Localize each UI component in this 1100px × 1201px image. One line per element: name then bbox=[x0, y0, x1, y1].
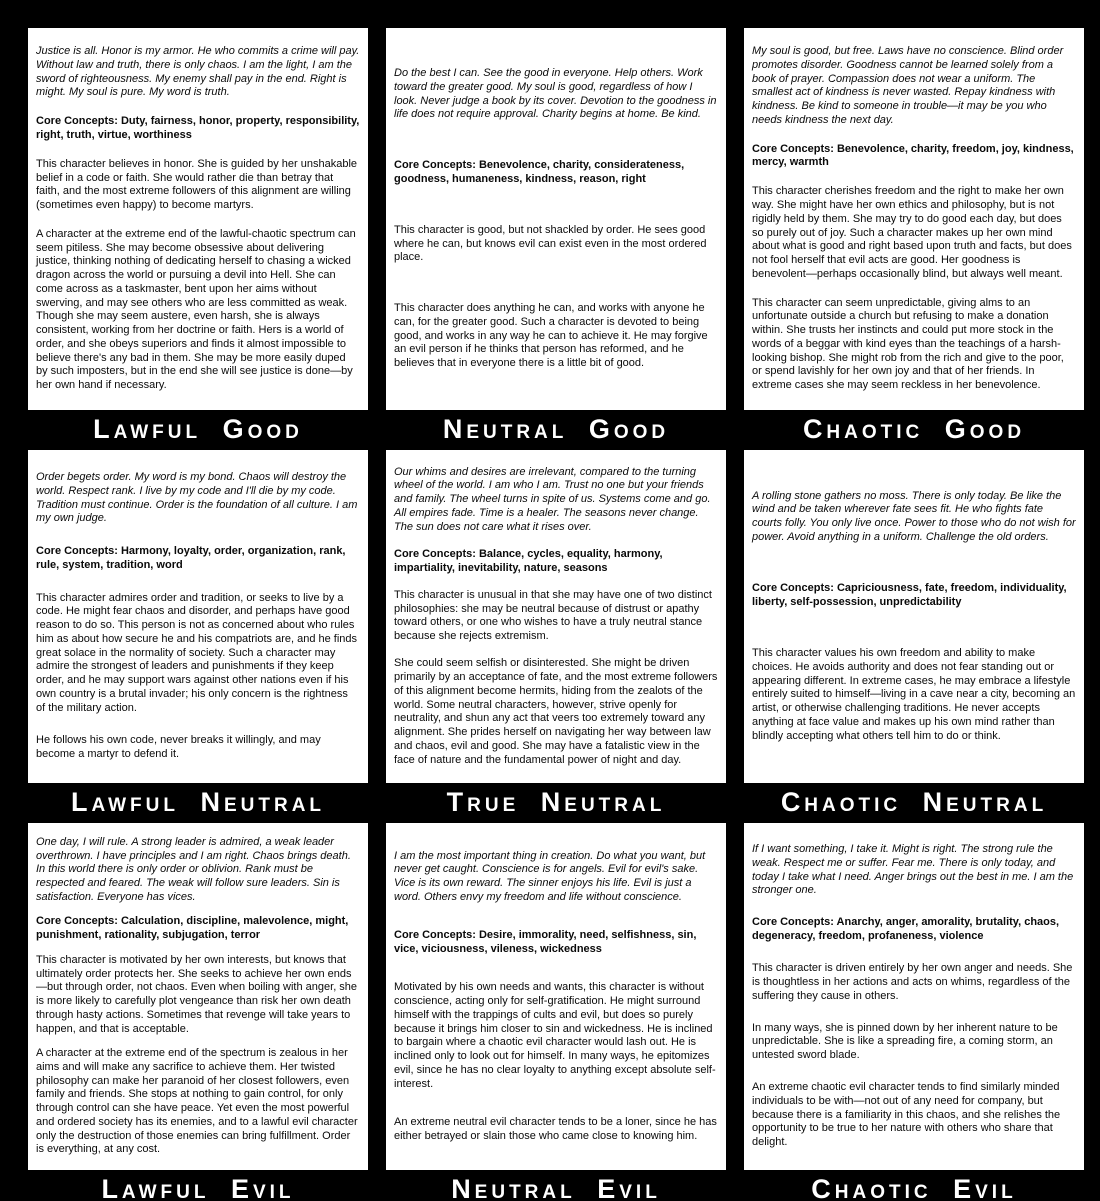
lawful-neutral-quote: Order begets order. My word is my bond. Chaos will destroy the world. Respect rank. I live by my code and I'll die by my code. Tradition must continue. Order is the foundation of all culture. I am my own judge. bbox=[36, 471, 358, 525]
banner-neutral-good: Neutral Good bbox=[386, 412, 726, 447]
lawful-evil-paragraph: A character at the extreme end of the spectrum is zealous in her aims and will make any sacrifice to achieve them. Her twisted philosophy can make her paranoid of her closest followers, even family and friends. She stops at nothing to gain control, for only through control can she have peace. Yet even the most powerful and ordered society has its enemies, and to a lawful evil character only the destruction of those enemies can bring fulfillment. Order is everything, at any cost. bbox=[36, 1047, 358, 1156]
neutral-good-paragraph: This character does anything he can, and works with anyone he can, for the greater good. Such a character is devoted to being good, and works in any way he can to achieve it. He may forgive an evil person if he thinks that person has reformed, and he believes that in everyone there is a little bit of good. bbox=[394, 302, 708, 370]
row-neutral bbox=[28, 450, 1084, 820]
banner-neutral-evil: Neutral Evil bbox=[386, 1172, 726, 1201]
banner-chaotic-good: Chaotic Good bbox=[744, 412, 1084, 447]
row-neutral-banners bbox=[28, 785, 1084, 820]
chaotic-evil-paragraph: An extreme chaotic evil character tends to find similarly minded individuals to be with—not out of any need for company, but because there is a familiarity in this chaos, and she relishes the opportunity to be true to her nature with others who share that delight. bbox=[752, 1081, 1061, 1149]
lawful-evil-core-concepts: Core Concepts: Calculation, discipline, malevolence, might, punishment, rationality, subjugation, terror bbox=[36, 915, 349, 942]
true-neutral-paragraph: She could seem selfish or disinterested. She might be driven primarily by an acceptance of fate, and the most extreme followers of this alignment become hermits, hiding from the zealots of the world. Some neutral characters, however, strive openly for neutrality, and shun any act that veers too extremely toward any alignment. She prides herself on navigating her way between law and chaos, evil and good. She may have a fatalistic view in the face of nature and the fundamental power of night and day. bbox=[394, 657, 718, 766]
cell-true-neutral bbox=[386, 450, 726, 783]
chaotic-evil-paragraph: In many ways, she is pinned down by her inherent nature to be unpredictable. She is like a spreading fire, a coming storm, an untested sword blade. bbox=[752, 1021, 1058, 1062]
chaotic-neutral-paragraph: This character values his own freedom and ability to make choices. He avoids authority and does not fear standing out or appearing different. In extreme cases, he may embrace a lifestyle entirely suited to himself—living in a cave near a city, becoming an artist, or otherwise challenging traditions. He never accepts anything at face value and makes up his own mind rather than blindly accepting what others tell him to do or think. bbox=[752, 647, 1076, 742]
chaotic-evil-core-concepts: Core Concepts: Anarchy, anger, amorality, brutality, chaos, degeneracy, freedom, profaneness, violence bbox=[752, 916, 1060, 943]
neutral-good-quote: Do the best I can. See the good in everyone. Help others. Work toward the greater good. My soul is good, regardless of how I look. Never judge a book by its cover. Devotion to the goodness in life does not require approval. Charity begins at home. Be kind. bbox=[394, 67, 717, 121]
banner-lawful-neutral: Lawful Neutral bbox=[28, 785, 368, 820]
cell-lawful-neutral bbox=[28, 450, 368, 783]
row-evil bbox=[28, 823, 1084, 1201]
chaotic-good-core-concepts: Core Concepts: Benevolence, charity, freedom, joy, kindness, mercy, warmth bbox=[752, 142, 1074, 169]
cell-chaotic-good bbox=[744, 28, 1084, 410]
chaotic-good-quote: My soul is good, but free. Laws have no conscience. Blind order promotes disorder. Goodness cannot be learned solely from a book of prayer. Compassion does not wear a uniform. The smallest act of kindness is never wasted. Repay kindness with kindness. Be kind to someone in trouble—it may be you who needs kindness the next day. bbox=[752, 45, 1064, 126]
row-good bbox=[28, 28, 1084, 447]
cell-chaotic-neutral bbox=[744, 450, 1084, 783]
cell-lawful-evil bbox=[28, 823, 368, 1170]
cell-neutral-good bbox=[386, 28, 726, 410]
chaotic-good-paragraph: This character can seem unpredictable, giving alms to an unfortunate outside a church but refusing to make a donation within. She trusts her instincts and could put more stock in the words of a beggar with kind eyes than the teachings of a harsh-looking bishop. She might rob from the rich and give to the poor, or spend lavishly for her own joy and that of her friends. In extreme cases she may seem reckless in her benevolence. bbox=[752, 296, 1064, 392]
banner-true-neutral: True Neutral bbox=[386, 785, 726, 820]
lawful-neutral-core-concepts: Core Concepts: Harmony, loyalty, order, organization, rank, rule, system, tradition, word bbox=[36, 545, 346, 571]
lawful-evil-paragraph: This character is motivated by her own interests, but knows that ultimately order protects her. She seeks to achieve her own ends—but through order, not chaos. Even when boiling with anger, she is more likely to carefully plot vengeance than risk her own death through hasty actions. Sometimes that revenge will take years to happen, and that is acceptable. bbox=[36, 953, 358, 1035]
neutral-good-paragraph: This character is good, but not shackled by order. He sees good where he can, but knows evil can exist even in the most ordered place. bbox=[394, 223, 707, 264]
true-neutral-quote: Our whims and desires are irrelevant, compared to the turning wheel of the world. I am who I am. Trust no one but your friends and family. The wheel turns in spite of us. Systems come and go. All empires fade. Time is a healer. The seasons never change. The sun does not care what it rises over. bbox=[394, 465, 711, 533]
row-good-banners bbox=[28, 412, 1084, 447]
banner-chaotic-evil: Chaotic Evil bbox=[744, 1172, 1084, 1201]
lawful-neutral-paragraph: He follows his own code, never breaks it willingly, and may become a martyr to defend it. bbox=[36, 734, 321, 761]
cell-lawful-good bbox=[28, 28, 368, 410]
neutral-good-core-concepts: Core Concepts: Benevolence, charity, considerateness, goodness, humaneness, kindness, reason, right bbox=[394, 159, 685, 185]
banner-lawful-evil: Lawful Evil bbox=[28, 1172, 368, 1201]
lawful-neutral-paragraph: This character admires order and tradition, or seeks to live by a code. He might fear chaos and disorder, and perhaps have good reason to do so. This person is not as concerned about who rules him as about how secure he and his compatriots are, and he finds great solace in the normality of society. Such a character may admire the strongest of leaders and punishments if they keep order, and he may support wars against other nations even if his own country is a brutal invader; his only concern is the rightness of the military action. bbox=[36, 591, 358, 714]
banner-chaotic-neutral: Chaotic Neutral bbox=[744, 785, 1084, 820]
chaotic-good-paragraph: This character cherishes freedom and the right to make her own way. She might have her own ethics and philosophy, but is not rigidly held by them. She may try to do good each day, but does so purely out of joy. Such a character makes up her own mind about what is good and right based upon truth and facts, but does not fool herself that evil acts are good. Her goodness is benevolent—perhaps occasionally blind, but always well meant. bbox=[752, 185, 1072, 280]
chaotic-neutral-quote: A rolling stone gathers no moss. There is only today. Be like the wind and be taken wherever fate sees fit. He who fights fate courts folly. You only live once. Power to those who do not wish for power. Avoid anything in a uniform. Challenge the old orders. bbox=[752, 489, 1076, 543]
lawful-good-paragraph: A character at the extreme end of the lawful-chaotic spectrum can seem pitiless. She may become obsessive about delivering justice, thinking nothing of dedicating herself to chasing a wicked dragon across the world or pursuing a devil into Hell. She can come across as a taskmaster, bent upon her aims without swerving, and may see others who are less committed as weak. Though she may seem austere, even harsh, she is always consistent, working from her doctrine or faith. Hers is a world of order, and she obeys superiors and finds it almost impossible to believe there's any bad in them. She may be more easily duped by such imposters, but in the end she will see justice is done—by her own hand if necessary. bbox=[36, 227, 356, 392]
lawful-good-paragraph: This character believes in honor. She is guided by her unshakable belief in a code or faith. She would rather die than betray that faith, and the most extreme followers of this alignment are willing (sometimes even happy) to become martyrs. bbox=[36, 157, 358, 212]
banner-lawful-good: Lawful Good bbox=[28, 412, 368, 447]
row-neutral-cells bbox=[28, 450, 1084, 783]
cell-chaotic-evil bbox=[744, 823, 1084, 1170]
neutral-evil-paragraph: Motivated by his own needs and wants, this character is without conscience, acting only for self-gratification. He might surround himself with the trappings of cults and evil, but does so purely because it brings him closer to sin and wickedness. He is inclined to bargain where a chaotic evil character would lash out. He is inclined only to look out for himself. In many ways, he epitomizes evil, since he has no clear loyalty to anything except absolute self-interest. bbox=[394, 981, 716, 1090]
chaotic-evil-quote: If I want something, I take it. Might is right. The strong rule the weak. Respect me or suffer. Fear me. There is only today, and today I take what I need. Anger brings out the best in me. I am the stronger one. bbox=[752, 843, 1074, 897]
chaotic-neutral-core-concepts: Core Concepts: Capriciousness, fate, freedom, individuality, liberty, self-possession, unpredictability bbox=[752, 582, 1067, 608]
neutral-evil-core-concepts: Core Concepts: Desire, immorality, need, selfishness, sin, vice, viciousness, vileness, wickedness bbox=[394, 929, 697, 955]
cell-neutral-evil bbox=[386, 823, 726, 1170]
true-neutral-core-concepts: Core Concepts: Balance, cycles, equality, harmony, impartiality, inevitability, nature, seasons bbox=[394, 547, 663, 574]
chaotic-evil-paragraph: This character is driven entirely by her own anger and needs. She is thoughtless in her actions and acts on whims, regardless of the suffering they cause in others. bbox=[752, 962, 1073, 1002]
row-evil-cells bbox=[28, 823, 1084, 1170]
neutral-evil-quote: I am the most important thing in creation. Do what you want, but never get caught. Conscience is for angels. Evil for evil's sake. Vice is its own reward. The sinner enjoys his life. Evil is just a word. Others envy my freedom and life without conscience. bbox=[394, 849, 706, 903]
lawful-evil-quote: One day, I will rule. A strong leader is admired, a weak leader overthrown. I have principles and I am right. Chaos brings death. In this world there is only order or oblivion. Rank must be respected and feared. The weak will follow sure leaders. Sin is satisfaction. Everyone has vices. bbox=[36, 835, 351, 903]
true-neutral-paragraph: This character is unusual in that she may have one of two distinct philosophies: she may be neutral because of distrust or apathy toward others, or one who wishes to have a truly neutral stance because she rejects extremism. bbox=[394, 588, 712, 643]
lawful-good-quote: Justice is all. Honor is my armor. He who commits a crime will pay. Without law and truth, there is only chaos. I am the light, I am the sword of righteousness. My enemy shall pay in the end. Right is might. My soul is pure. My word is truth. bbox=[36, 45, 360, 99]
lawful-good-core-concepts: Core Concepts: Duty, fairness, honor, property, responsibility, right, truth, virtue, worthiness bbox=[36, 115, 360, 141]
row-evil-banners bbox=[28, 1172, 1084, 1201]
row-good-cells bbox=[28, 28, 1084, 410]
neutral-evil-paragraph: An extreme neutral evil character tends to be a loner, since he has either betrayed or slain those who came close to knowing him. bbox=[394, 1115, 717, 1142]
